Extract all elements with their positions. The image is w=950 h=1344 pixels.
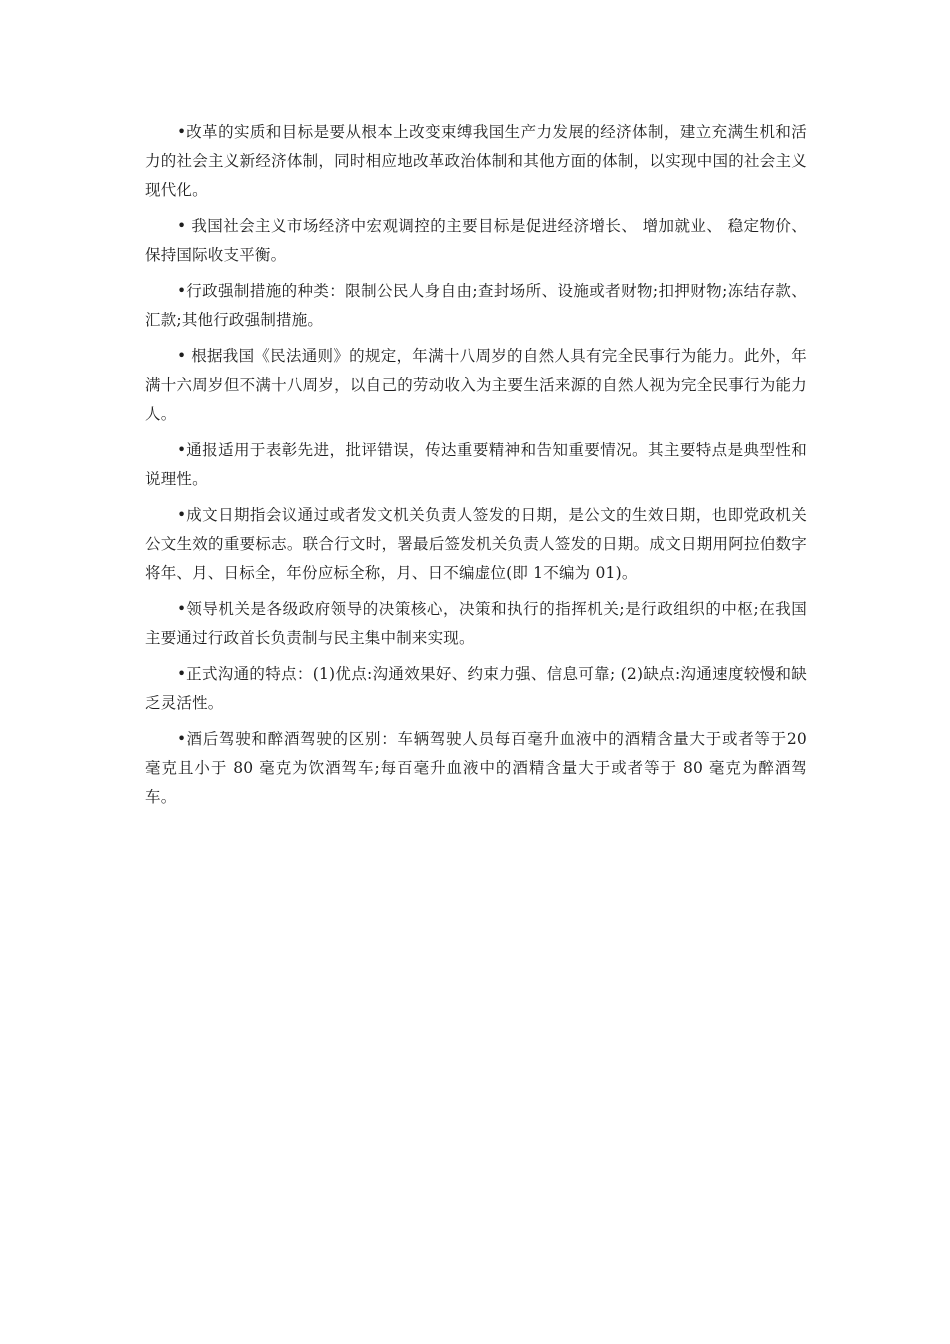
paragraph-text: 酒后驾驶和醉酒驾驶的区别：车辆驾驶人员每百毫升血液中的酒精含量大于或者等于20 毫克且小于 80 毫克为饮酒驾车;每百毫升血液中的酒精含量大于或者等于 80 毫克为醉酒驾车。 [145, 730, 807, 806]
paragraph-macro-control [145, 212, 807, 270]
bullet-icon: • [177, 282, 187, 300]
paragraph-text: 行政强制措施的种类：限制公民人身自由;查封场所、设施或者财物;扣押财物;冻结存款、汇款;其他行政强制措施。 [145, 282, 807, 329]
bullet-icon: • [177, 123, 187, 141]
paragraph-circular [145, 436, 807, 494]
paragraph-drunk-driving [145, 725, 807, 812]
bullet-icon: • [177, 730, 187, 748]
paragraph-text: 成文日期指会议通过或者发文机关负责人签发的日期，是公文的生效日期，也即党政机关公文生效的重要标志。联合行文时，署最后签发机关负责人签发的日期。成文日期用阿拉伯数字将年、月、日标全，年份应标全称，月、日不编虚位(即 1不编为 01)。 [145, 506, 807, 582]
paragraph-formal-communication [145, 660, 807, 718]
paragraph-civil-capacity [145, 342, 807, 429]
bullet-icon: • [177, 600, 187, 618]
bullet-icon: • [177, 506, 187, 524]
paragraph-leading-organ [145, 595, 807, 653]
paragraph-text: 通报适用于表彰先进，批评错误，传达重要精神和告知重要情况。其主要特点是典型性和说理性。 [145, 441, 807, 488]
paragraph-document-date [145, 501, 807, 588]
paragraph-text: 正式沟通的特点：(1)优点:沟通效果好、约束力强、信息可靠; (2)缺点:沟通速度较慢和缺乏灵活性。 [145, 665, 807, 712]
paragraph-text: 根据我国《民法通则》的规定，年满十八周岁的自然人具有完全民事行为能力。此外，年满十六周岁但不满十八周岁，以自己的劳动收入为主要生活来源的自然人视为完全民事行为能力人。 [145, 347, 807, 423]
bullet-icon: • [177, 217, 187, 235]
paragraph-reform-goal [145, 118, 807, 205]
bullet-icon: • [177, 441, 187, 459]
paragraph-text: 我国社会主义市场经济中宏观调控的主要目标是促进经济增长、 增加就业、 稳定物价、保持国际收支平衡。 [145, 217, 807, 264]
paragraph-text: 领导机关是各级政府领导的决策核心，决策和执行的指挥机关;是行政组织的中枢;在我国主要通过行政首长负责制与民主集中制来实现。 [145, 600, 807, 647]
bullet-icon: • [177, 665, 187, 683]
bullet-icon: • [177, 347, 187, 365]
paragraph-text: 改革的实质和目标是要从根本上改变束缚我国生产力发展的经济体制，建立充满生机和活力的社会主义新经济体制，同时相应地改革政治体制和其他方面的体制，以实现中国的社会主义现代化。 [145, 123, 807, 199]
document-body [145, 118, 807, 819]
paragraph-coercive-measures [145, 277, 807, 335]
